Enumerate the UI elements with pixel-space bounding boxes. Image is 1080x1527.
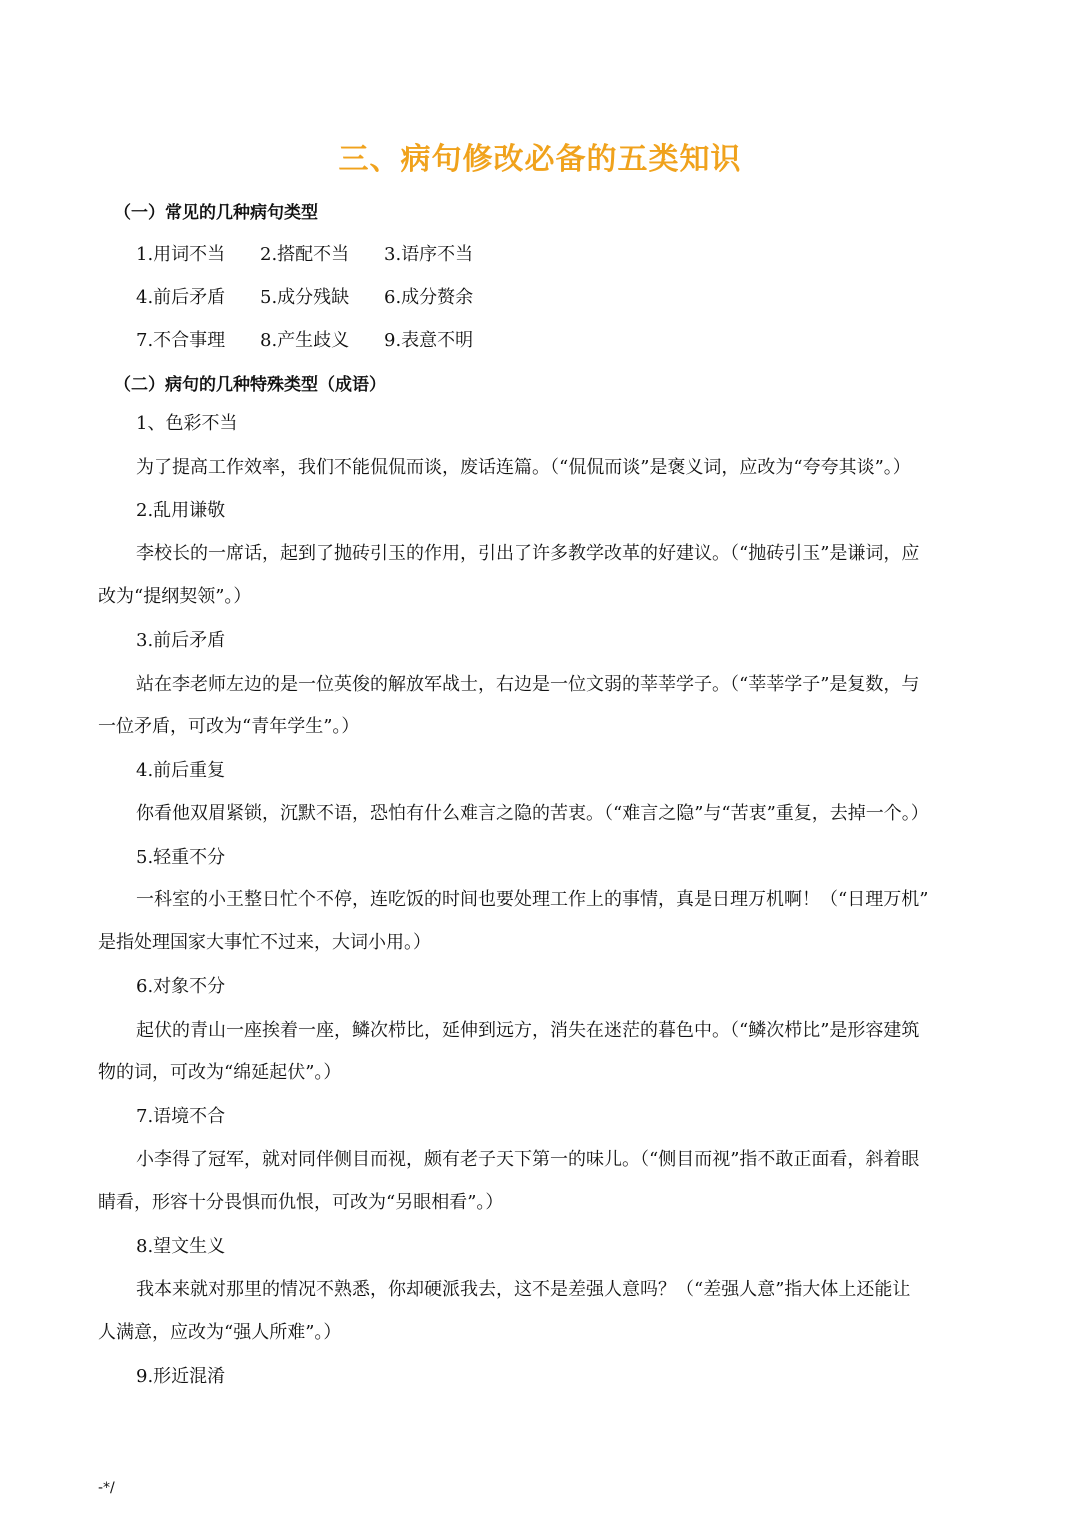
type-item: 8.产生歧义 (260, 330, 350, 351)
type-item: 5.成分残缺 (260, 287, 350, 308)
item-title: 8.望文生义 (136, 1236, 226, 1257)
type-item: 4.前后矛盾 (136, 287, 226, 308)
item-title: 7.语境不合 (136, 1106, 226, 1127)
item-title: 2.乱用谦敬 (136, 500, 226, 521)
page-title: 三、病句修改必备的五类知识 (338, 142, 742, 177)
type-row (136, 240, 508, 266)
type-item: 3.语序不当 (384, 244, 474, 265)
example-line: 我本来就对那里的情况不熟悉，你却硬派我去，这不是差强人意吗？（“差强人意”指大体上还能让 (136, 1279, 911, 1300)
type-item: 2.搭配不当 (260, 244, 350, 265)
item-title: 3.前后矛盾 (136, 630, 226, 651)
item-title: 9.形近混淆 (136, 1366, 226, 1387)
example-line: 一科室的小王整日忙个不停，连吃饭的时间也要处理工作上的事情，真是日理万机啊！（“日理万机” (136, 889, 929, 910)
type-item: 7.不合事理 (136, 330, 226, 351)
type-row (136, 326, 508, 352)
item-title: 6.对象不分 (136, 976, 226, 997)
example-line: 李校长的一席话，起到了抛砖引玉的作用，引出了许多教学改革的好建议。（“抛砖引玉”是谦词，应 (136, 543, 920, 564)
type-item: 9.表意不明 (384, 330, 474, 351)
example-line: 睛看，形容十分畏惧而仇恨，可改为“另眼相看”。） (98, 1192, 504, 1213)
item-title: 5.轻重不分 (136, 847, 226, 868)
example-line: 人满意，应改为“强人所难”。） (98, 1322, 342, 1343)
item-title: 4.前后重复 (136, 760, 226, 781)
example-line: 站在李老师左边的是一位英俊的解放军战士，右边是一位文弱的莘莘学子。（“莘莘学子”是复数，与 (136, 674, 920, 695)
section-heading-special-types: （二）病句的几种特殊类型（成语） (114, 375, 386, 395)
section-heading-common-types: （一）常见的几种病句类型 (114, 203, 318, 223)
type-item: 1.用词不当 (136, 244, 226, 265)
example-line: 一位矛盾，可改为“青年学生”。） (98, 716, 360, 737)
example-line: 起伏的青山一座挨着一座，鳞次栉比，延伸到远方，消失在迷茫的暮色中。（“鳞次栉比”是形容建筑 (136, 1020, 920, 1041)
example-line: 你看他双眉紧锁，沉默不语，恐怕有什么难言之隐的苦衷。（“难言之隐”与“苦衷”重复，去掉一个。） (136, 803, 929, 824)
example-line: 为了提高工作效率，我们不能侃侃而谈，废话连篇。（“侃侃而谈”是褒义词，应改为“夸夸其谈”。） (136, 457, 911, 478)
page-footer: -*/ (98, 1480, 115, 1496)
example-line: 是指处理国家大事忙不过来，大词小用。） (98, 932, 431, 953)
type-item: 6.成分赘余 (384, 287, 474, 308)
item-title: 1、色彩不当 (136, 413, 238, 434)
example-line: 小李得了冠军，就对同伴侧目而视，颇有老子天下第一的味儿。（“侧目而视”指不敢正面看，斜着眼 (136, 1149, 920, 1170)
example-line: 改为“提纲契领”。） (98, 586, 252, 607)
example-line: 物的词，可改为“绵延起伏”。） (98, 1062, 342, 1083)
type-row (136, 283, 508, 309)
